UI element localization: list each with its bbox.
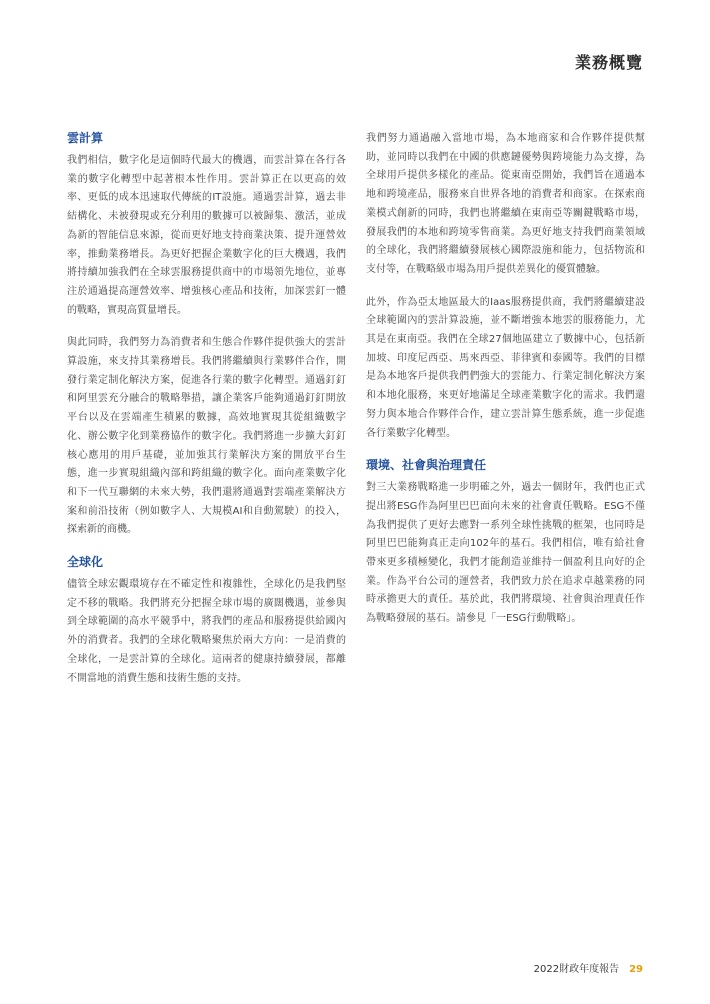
global-paragraph-1: 儘管全球宏觀環境存在不確定性和複雜性，全球化仍是我們堅定不移的戰略。我們將充分把握全球市場的廣闊機遇，並參與到全球範圍的高水平競爭中，將我們的產品和服務提供給國內外的消費者。我們的全球化戰略聚焦於兩大方向：一是消費的全球化，一是雲計算的全球化。這兩者的健康持續發展，都離不開當地的消費生態和技術生態的支持。	[67, 579, 346, 684]
cloud-section-heading: 雲計算	[67, 131, 104, 145]
page-footer	[534, 960, 643, 975]
cloud-paragraph-2: 與此同時，我們努力為消費者和生態合作夥伴提供強大的雲計算設施，來支持其業務增長。我們將繼續與行業夥伴合作，開發行業定制化解決方案，促進各行業的數字化轉型。通過釘釘和阿里雲充分融合的戰略舉措，讓企業客戶能夠通過釘釘開放平台以及在雲端產生積累的數據，高效地實現其從組織數字化、辦公數字化到業務協作的數字化。我們將進一步擴大釘釘核心應用的用戶基礎，並加強其行業解決方案的開放平台生態，進一步實現組織內部和跨組織的數字化。面向產業數字化和下一代互聯網的未來大勢，我們還將通過對雲端產業解決方案和前沿技術（例如數字人、大規模AI和自動駕駛）的投入，探索新的商機。	[67, 337, 346, 536]
global-paragraph-3: 此外，作為亞太地區最大的Iaas服務提供商，我們將繼續建設全球範圍內的雲計算設施，並不斷增強本地雲的服務能力，尤其是在東南亞。我們在全球27個地區建立了數據中心，包括新加坡、印度尼西亞、馬來西亞、菲律賓和泰國等。我們的目標是為本地客戶提供我們們強大的雲能力、行業定制化解決方案和本地化服務，來更好地滿足全球產業數字化的需求。我們還努力與本地合作夥伴合作，建立雲計算生態系統，進一步促進各行業數字化轉型。	[366, 296, 645, 439]
left-column	[67, 130, 346, 702]
page-header-title: 業務概覽	[574, 53, 643, 72]
global-paragraph-2: 我們努力通過融入當地市場，為本地商家和合作夥伴提供幫助，並同時以我們在中國的供應鏈優勢與跨境能力為支撐，為全球用戶提供多樣化的產品。從東南亞開始，我們旨在通過本地和跨境產品，服務來自世界各地的消費者和商家。在探索商業模式創新的同時，我們也將繼續在東南亞等關鍵戰略市場，發展我們的本地和跨境零售商業。為更好地支持我們商業領域的全球化，我們將繼續發展核心國際設施和能力，包括物流和支付等，在戰略級市場為用戶提供差異化的優質體驗。	[366, 133, 645, 275]
right-column	[366, 130, 645, 643]
report-title: 2022財政年度報告	[533, 964, 620, 975]
cloud-paragraph-1: 我們相信，數字化是這個時代最大的機遇，而雲計算在各行各業的數字化轉型中起著根本性作用。雲計算正在以更高的效率、更低的成本迅速取代傳統的IT設施。通過雲計算，過去非結構化、未被發現或充分利用的數據可以被歸集、激活，並成為新的智能信息來源，從而更好地支持商業決策、提升運營效率，推動業務增長。為更好把握企業數字化的巨大機遇，我們將持續加強我們在全球雲服務提供商中的市場領先地位，並專注於通過提高運營效率、增強核心產品和技術，加深雲釘一體的戰略，實現高質量增長。	[67, 155, 346, 316]
global-section-heading: 全球化	[67, 555, 104, 570]
esg-paragraph-1: 對三大業務戰略進一步明確之外，過去一個財年，我們也正式提出將ESG作為阿里巴巴面向未來的社會責任戰略。ESG不僅為我們提供了更好去應對一系列全球性挑戰的框架，也同時是阿里巴巴能夠真正走向102年的基石。我們相信，唯有給社會帶來更多積極變化，我們才能創造並維持一個盈利且向好的企業。作為平台公司的運營者，我們致力於在追求卓越業務的同時承擔更大的責任。基於此，我們將環境、社會與治理責任作為戰略發展的基石。請參見「一ESG行動戰略」。	[366, 482, 645, 625]
esg-section-heading: 環境、社會與治理責任	[366, 458, 487, 473]
page-number: 29	[629, 964, 643, 975]
